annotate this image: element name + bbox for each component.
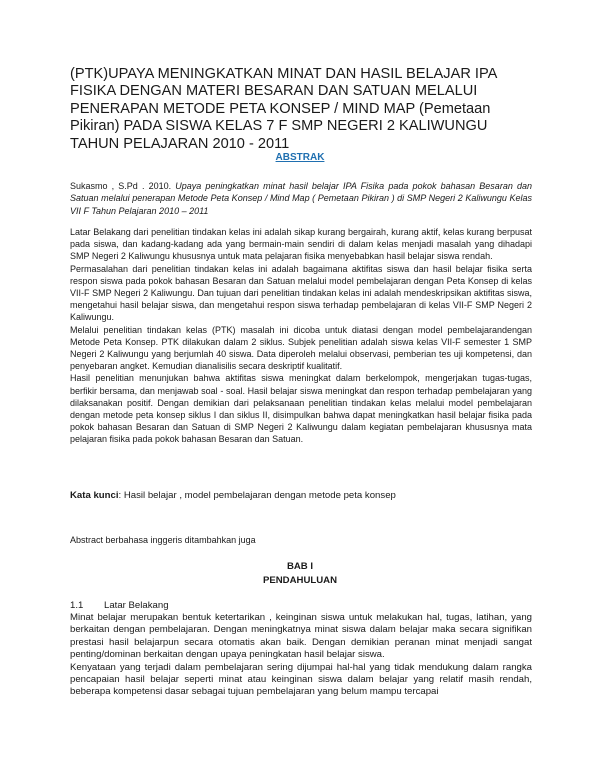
document-title: (PTK)UPAYA MENINGKATKAN MINAT DAN HASIL BELAJAR IPA FISIKA DENGAN MATERI BESARAN DAN SATUAN MELALUI PENERAPAN METODE PETA KONSEP / MIND MAP (Pemetaan Pikiran) PADA SISWA KELAS 7 F SMP NEGERI 2 KALIWUNGU TAHUN PELAJARAN 2010 - 2011 <box>70 66 497 152</box>
section-heading <box>70 600 169 611</box>
abstract-paragraph: Melalui penelitian tindakan kelas (PTK) masalah ini dicoba untuk diatasi dengan model pembelajarandengan Metode Peta Konsep. PTK dilakukan dalam 2 siklus. Subjek penelitian adalah siswa kelas VII-F semester 1 SMP Negeri 2 Kaliwungu yang berjumlah 40 siswa. Data diperoleh melalui observasi, pemberian tes uji kompetensi, dan penyebaran angket. Kemudian dianalisilis secara deskriptif kualitatif. <box>70 324 532 372</box>
section-title: Latar Belakang <box>104 600 169 611</box>
citation <box>70 180 532 217</box>
citation-text: Upaya peningkatkan minat hasil belajar IPA Fisika pada pokok bahasan Besaran dan Satuan melalui penerapan Metode Peta Konsep / Mind Map ( Pemetaan Pikiran ) di SMP Negeri 2 Kaliwungu Kelas VII F Tahun Pelajaran 2010 – 2011 <box>70 181 532 216</box>
chapter-heading <box>0 560 600 588</box>
abstract-english-note: Abstract berbahasa inggeris ditambahkan juga <box>70 535 256 545</box>
abstrak-heading-link[interactable]: ABSTRAK <box>275 152 325 163</box>
chapter-number: BAB I <box>286 561 314 572</box>
abstract-paragraph: Latar Belakang dari penelitian tindakan kelas ini adalah sikap kurang bergairah, kurang aktif, kelas kurang berpusat pada siswa, dan kadang-kadang ada yang bermain-main sendiri di dalam kelas menjadi masalah yang dihadapi SMP Negeri 2 Kaliwungu khususnya untuk mata pelajaran fisika menyebabkan hasil belajar siswa rendah. <box>70 227 532 262</box>
keywords-label: Kata kunci <box>70 490 119 501</box>
section-body <box>70 612 532 699</box>
keywords-text: : Hasil belajar , model pembelajaran dengan metode peta konsep <box>118 490 396 501</box>
citation-author: Sukasmo , S.Pd . 2010. <box>70 181 172 191</box>
section-paragraph: Kenyataan yang terjadi dalam pembelajaran sering dijumpai hal-hal yang tidak mendukung dalam rangka pencapaian hasil belajar seperti minat atau keinginan siswa dalam belajar yang relatif masih rendah, beberapa kompetensi dasar sebagai tujuan pembelajaran yang belum mampu tercapai <box>70 661 532 698</box>
section-paragraph: Minat belajar merupakan bentuk ketertarikan , keinginan siswa untuk melakukan hal, tugas, latihan, yang berkaitan dengan pembelajaran. Dengan meningkatnya minat siswa dalam belajar maka secara signifikan prestasi hasil belajarpun secara otomatis akan baik. Dengan demikian peranan minat menjadi sangat penting/dominan berkaitan dengan upaya peningkatan hasil belajar siswa. <box>70 612 532 661</box>
abstract-paragraph: Hasil penelitian menunjukan bahwa aktifitas siswa meningkat dalam berkelompok, mengerjakan tugas-tugas, berfikir bersama, dan menjawab soal - soal. Hasil belajar siswa meningkat dan respon terhadap pembelajaran yang dilaksanakan positif. Dengan demikian dari pelaksanaan penelitian tindakan kelas melalui model pembelajaran dengan metode peta konsep siklus I dan siklus II, disimpulkan bahwa dapat meningkatkan hasil belajar fisika pada pokok bahasan Besaran dan Satuan di SMP Negeri 2 Kaliwungu dalam kegiatan pembelajaran khususnya mata pelajaran fisika pada pokok bahasan Besaran dan Satuan. <box>70 373 532 445</box>
section-number: 1.1 <box>70 600 84 611</box>
abstract-body <box>70 226 532 446</box>
abstract-paragraph: Permasalahan dari penelitian tindakan kelas ini adalah bagaimana aktifitas siswa dan hasil belajar fisika serta respon siswa pada pokok bahasan Besaran dan Satuan melalui model pembelajaran dengan Peta Konsep di kelas VII-F SMP Negeri 2 Kaliwungu. Dan tujuan dari penelitian tindakan kelas ini adalah mendeskripsikan aktifitas siswa, mengetahui hasil belajar siswa, dan mengetahui respon siswa terhadap pembelajaran di kelas VII-F SMP Negeri 2 Kaliwungu. <box>70 263 532 323</box>
chapter-title: PENDAHULUAN <box>262 575 338 586</box>
keywords <box>70 490 532 501</box>
